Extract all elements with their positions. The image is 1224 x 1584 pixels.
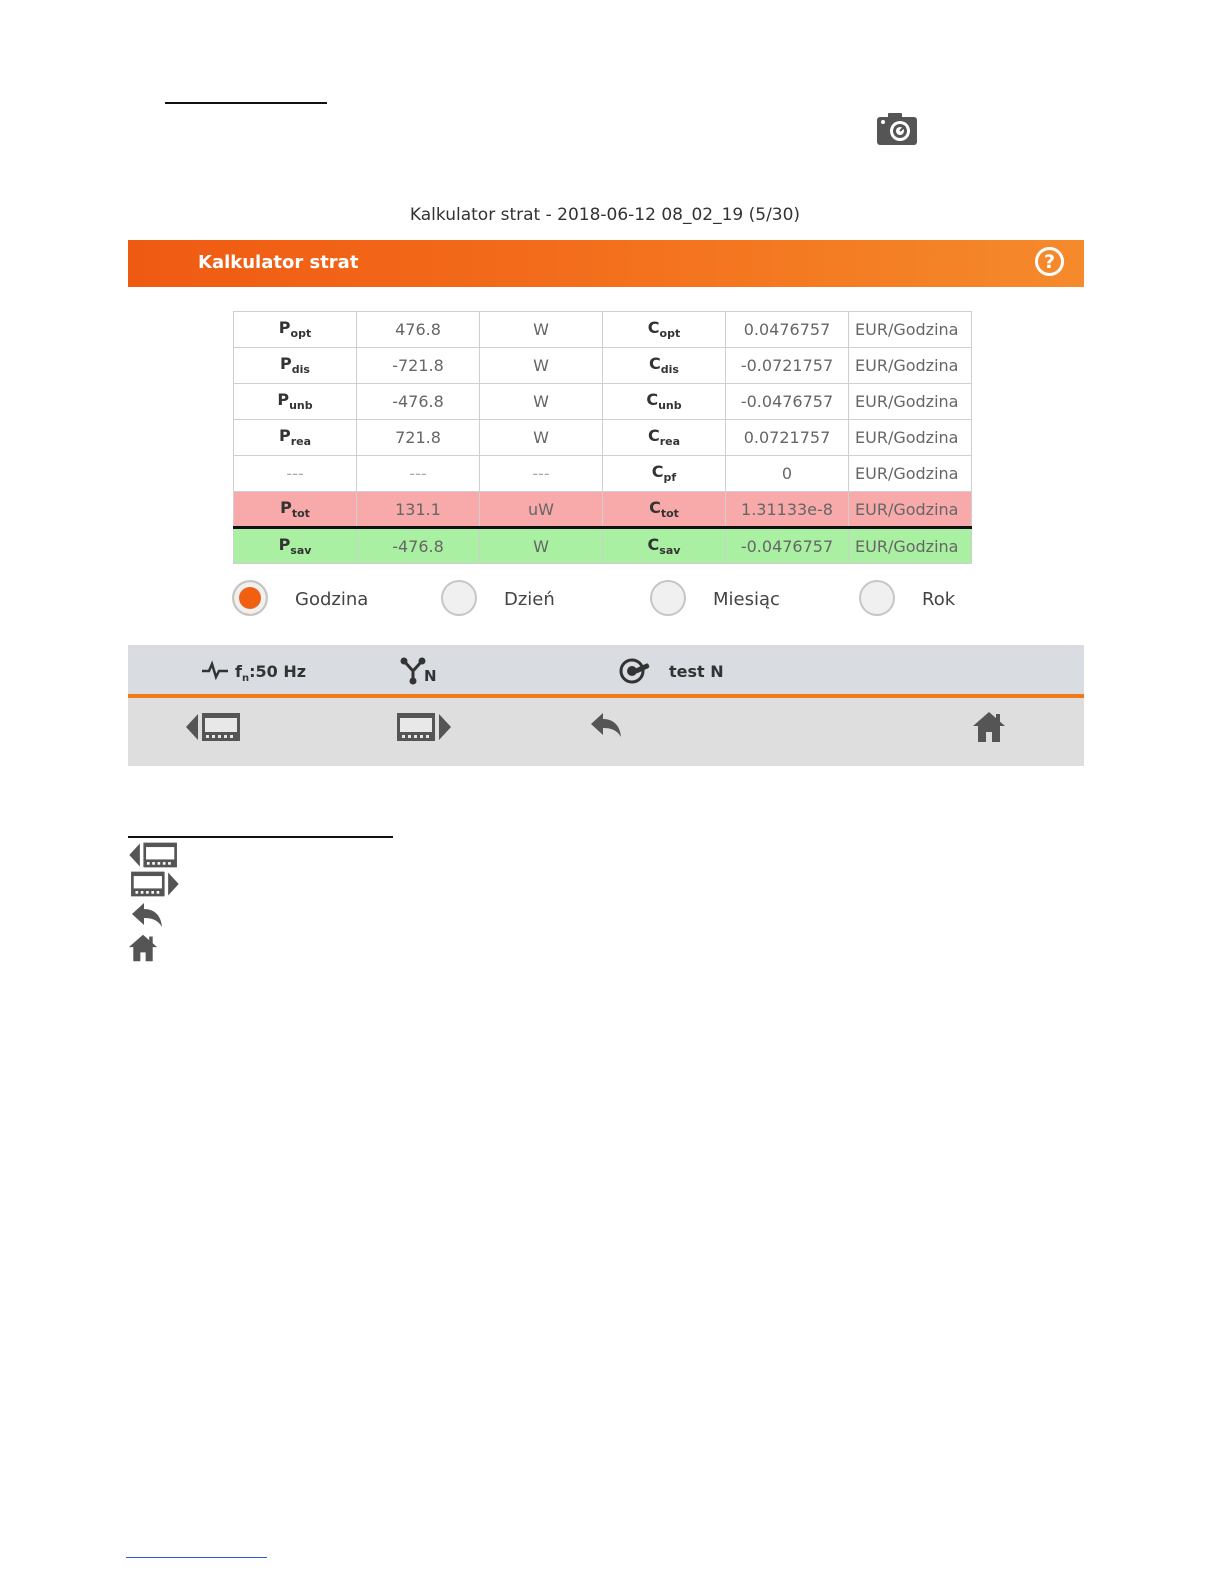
prev-screen-icon (186, 729, 242, 748)
power-value: 476.8 (357, 312, 480, 348)
network-n-icon (400, 656, 426, 690)
cost-symbol (603, 312, 726, 348)
symbol: C (649, 497, 661, 517)
power-unit: W (480, 384, 603, 420)
radio-button[interactable] (650, 580, 686, 616)
symbol-subscript: rea (290, 435, 312, 449)
symbol: P (278, 426, 291, 446)
cost-value: 1.31133e-8 (726, 492, 849, 528)
cost-unit: EUR/Godzina (849, 420, 972, 456)
symbol-subscript: tot (291, 507, 310, 521)
loss-table (233, 311, 972, 564)
symbol: P (280, 354, 292, 374)
symbol: P (280, 497, 292, 517)
freq-prefix: f (235, 662, 242, 681)
power-value: -721.8 (357, 348, 480, 384)
screenshot-caption: Kalkulator strat - 2018-06-12 08_02_19 (5/30) (409, 205, 801, 225)
symbol-subscript: rea (659, 435, 681, 449)
power-symbol (234, 384, 357, 420)
cost-symbol (603, 492, 726, 528)
symbol-subscript: sav (290, 544, 312, 558)
power-symbol: --- (234, 456, 357, 492)
power-value: 131.1 (357, 492, 480, 528)
radio-button[interactable] (859, 580, 895, 616)
cost-unit: EUR/Godzina (849, 456, 972, 492)
radio-label: Godzina (295, 589, 369, 610)
back-arrow-icon (126, 900, 168, 936)
power-unit: --- (480, 456, 603, 492)
cost-symbol (603, 528, 726, 564)
symbol: P (278, 318, 291, 338)
symbol: C (651, 462, 664, 482)
cost-unit: EUR/Godzina (849, 384, 972, 420)
power-symbol (234, 312, 357, 348)
symbol-subscript: pf (663, 471, 677, 485)
settings-profile-icon (619, 657, 651, 689)
power-unit: W (480, 420, 603, 456)
period-selector (232, 580, 992, 620)
back-button[interactable] (589, 710, 623, 754)
cost-unit: EUR/Godzina (849, 492, 972, 528)
radio-button[interactable] (232, 580, 268, 616)
footnote-separator (126, 1557, 267, 1558)
symbol-subscript: unb (289, 399, 313, 413)
radio-label: Rok (922, 589, 956, 610)
symbol-subscript: dis (660, 363, 679, 377)
cost-unit: EUR/Godzina (849, 348, 972, 384)
power-unit: W (480, 312, 603, 348)
cost-unit: EUR/Godzina (849, 528, 972, 564)
symbol: C (647, 534, 660, 554)
freq-value: :50 Hz (249, 662, 307, 681)
table-row (234, 528, 972, 564)
power-unit: uW (480, 492, 603, 528)
table-row (234, 348, 972, 384)
symbol: C (647, 318, 660, 338)
cost-symbol (603, 384, 726, 420)
symbol-subscript: opt (659, 327, 681, 341)
symbol-subscript: opt (290, 327, 312, 341)
cost-symbol (603, 456, 726, 492)
waveform-icon (201, 660, 229, 684)
table-row (234, 456, 972, 492)
legend-underline (128, 836, 393, 838)
next-screen-icon (126, 869, 182, 903)
profile-label: test N (669, 662, 724, 681)
cost-symbol (603, 348, 726, 384)
frequency-readout (235, 662, 306, 684)
symbol-subscript: tot (660, 507, 679, 521)
table-row (234, 312, 972, 348)
help-button[interactable]: ? (1035, 247, 1064, 276)
cost-value: -0.0721757 (726, 348, 849, 384)
loss-calculator-screen (128, 240, 1084, 766)
power-unit: W (480, 348, 603, 384)
cost-value: 0 (726, 456, 849, 492)
next-screen-icon (395, 729, 451, 748)
power-value: --- (357, 456, 480, 492)
power-symbol (234, 492, 357, 528)
radio-label: Dzień (504, 589, 555, 610)
home-icon (971, 729, 1007, 748)
cost-unit: EUR/Godzina (849, 312, 972, 348)
title-bar (128, 240, 1084, 287)
home-button[interactable] (971, 710, 1007, 754)
table-row (234, 420, 972, 456)
symbol-subscript: unb (658, 399, 682, 413)
camera-icon (876, 112, 918, 146)
table-row (234, 492, 972, 528)
freq-sub: n (241, 673, 250, 685)
power-symbol (234, 420, 357, 456)
symbol-subscript: dis (291, 363, 310, 377)
power-unit: W (480, 528, 603, 564)
power-value: -476.8 (357, 384, 480, 420)
cost-symbol (603, 420, 726, 456)
symbol: C (646, 390, 659, 410)
screen-title: Kalkulator strat (198, 252, 359, 273)
power-value: 721.8 (357, 420, 480, 456)
symbol: C (647, 426, 660, 446)
bottom-toolbar (128, 698, 1084, 766)
radio-label: Miesiąc (713, 589, 780, 610)
cost-value: 0.0721757 (726, 420, 849, 456)
power-symbol (234, 348, 357, 384)
radio-button[interactable] (441, 580, 477, 616)
prev-screen-button[interactable] (186, 710, 242, 754)
cost-value: 0.0476757 (726, 312, 849, 348)
symbol: P (278, 534, 291, 554)
back-arrow-icon (589, 727, 623, 746)
status-bar (128, 645, 1084, 697)
cost-value: -0.0476757 (726, 528, 849, 564)
power-symbol (234, 528, 357, 564)
next-screen-button[interactable] (395, 710, 451, 754)
symbol: P (277, 390, 290, 410)
power-value: -476.8 (357, 528, 480, 564)
symbol: C (649, 354, 661, 374)
heading-underline (165, 102, 327, 104)
network-label: N (424, 667, 437, 685)
table-row (234, 384, 972, 420)
cost-value: -0.0476757 (726, 384, 849, 420)
symbol-subscript: sav (659, 544, 681, 558)
home-icon (127, 933, 159, 967)
